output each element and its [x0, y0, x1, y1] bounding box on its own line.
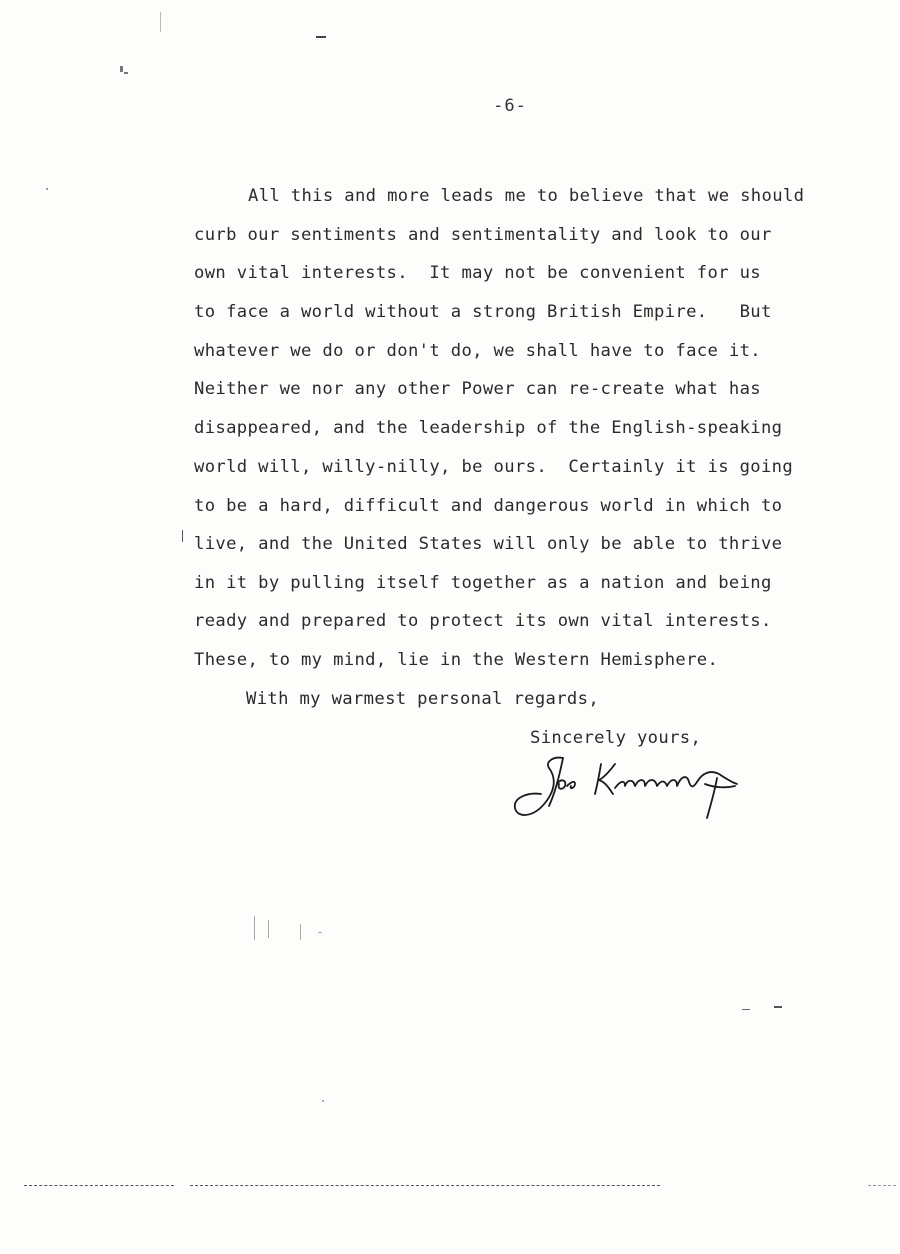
body-line: to be a hard, difficult and dangerous world in which to	[194, 496, 783, 516]
scan-speck	[124, 72, 128, 74]
handwritten-signature	[505, 748, 755, 828]
body-line: whatever we do or don't do, we shall have to face it.	[194, 341, 761, 361]
closing-line: With my warmest personal regards,	[246, 689, 600, 709]
scan-speck	[742, 1009, 750, 1010]
body-line: in it by pulling itself together as a nation and being	[194, 573, 772, 593]
scan-speck	[46, 188, 48, 190]
body-line: world will, willy-nilly, be ours. Certainly it is going	[194, 457, 794, 477]
bottom-rule	[190, 1185, 660, 1186]
scan-speck	[182, 530, 183, 542]
scan-speck	[318, 932, 322, 933]
page-number: -6-	[493, 96, 527, 116]
body-line: curb our sentiments and sentimentality and look to our	[194, 225, 772, 245]
scan-speck	[254, 916, 255, 940]
body-line: own vital interests. It may not be convenient for us	[194, 263, 761, 283]
body-line: All this and more leads me to believe that we should	[248, 186, 805, 206]
body-line: Neither we nor any other Power can re-create what has	[194, 379, 761, 399]
body-line: ready and prepared to protect its own vital interests.	[194, 611, 772, 631]
scan-speck	[300, 924, 301, 940]
body-line: These, to my mind, lie in the Western Hemisphere.	[194, 650, 719, 670]
bottom-rule	[24, 1185, 174, 1186]
scan-speck	[120, 66, 123, 72]
scan-speck	[268, 920, 269, 938]
body-line: live, and the United States will only be able to thrive	[194, 534, 783, 554]
scan-speck	[316, 36, 326, 38]
bottom-rule	[868, 1185, 896, 1186]
scan-speck	[160, 12, 161, 32]
valediction: Sincerely yours,	[530, 728, 702, 748]
body-line: to face a world without a strong British Empire. But	[194, 302, 772, 322]
scan-speck	[774, 1006, 782, 1008]
scan-speck	[322, 1100, 324, 1102]
body-line: disappeared, and the leadership of the English-speaking	[194, 418, 783, 438]
